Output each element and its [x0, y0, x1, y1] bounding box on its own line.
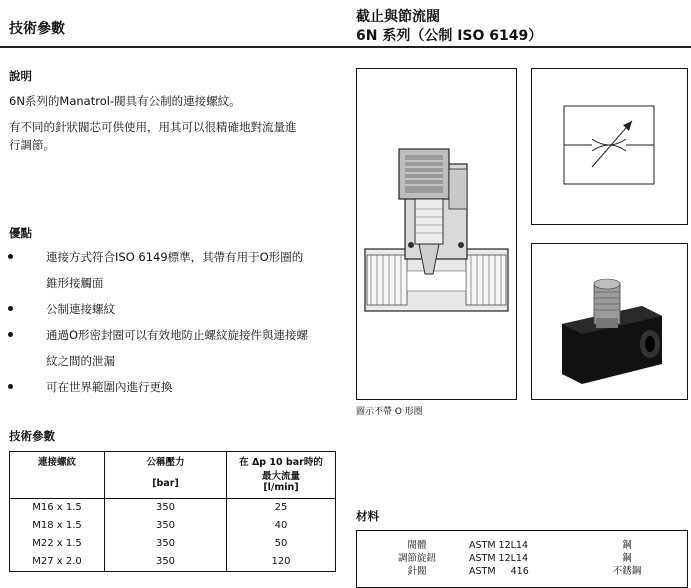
valve-cross-section-drawing	[357, 69, 516, 399]
list-item-continuation: 紋之間的泄漏	[46, 354, 115, 368]
product-title: 截止與節流閥	[356, 9, 440, 25]
description-heading: 說明	[9, 69, 32, 83]
column-header-flow: 在 Δp 10 bar時的 最大流量 [l/min]	[227, 452, 336, 499]
bullet-icon	[8, 306, 13, 311]
table-row: 閥體 ASTM 12L14 鋼	[407, 540, 632, 551]
throttle-valve-symbol	[532, 69, 687, 224]
materials-table	[356, 530, 688, 588]
table-row: 調節旋鈕 ASTM 12L14 鋼	[397, 553, 632, 564]
column-header-pressure: 公稱壓力 [bar]	[105, 452, 227, 499]
product-photo	[531, 243, 688, 400]
materials-heading: 材料	[356, 509, 379, 523]
list-item: 通過O形密封圈可以有效地防止螺紋旋接件與連接螺	[8, 322, 348, 348]
table-row: M16 x 1.5 350 25	[10, 499, 336, 518]
hydraulic-symbol-figure	[531, 68, 688, 225]
valve-photo-illustration	[532, 244, 687, 399]
figure-caption: 圖示不帶 O 形圈	[356, 407, 423, 417]
header-divider	[0, 46, 691, 48]
table-row: M22 x 1.5 350 50	[10, 535, 336, 553]
column-header-thread: 連接螺紋	[10, 452, 105, 499]
bullet-icon	[8, 254, 13, 259]
product-subtitle: 6N 系列（公制 ISO 6149）	[356, 28, 543, 44]
description-paragraph-2-line-1: 有不同的針狀閥芯可供使用，用其可以很精確地對流量進	[9, 120, 297, 134]
cross-section-figure	[356, 68, 517, 400]
list-item: 公制連接螺紋	[8, 296, 348, 322]
advantages-heading: 優點	[9, 226, 32, 240]
bullet-icon	[8, 332, 13, 337]
table-row: M27 x 2.0 350 120	[10, 553, 336, 572]
table-row: 針閥 ASTM 416 不銹鋼	[407, 566, 642, 577]
bullet-icon	[8, 384, 13, 389]
table-row: M18 x 1.5 350 40	[10, 517, 336, 535]
description-paragraph-1: 6N系列的Manatrol-閥具有公制的連接螺紋。	[9, 94, 241, 108]
tech-params-table	[9, 451, 336, 572]
tech-params-heading: 技術參數	[9, 429, 55, 443]
list-item-continuation: 錐形接觸面	[46, 276, 104, 290]
advantages-list	[8, 244, 348, 400]
list-item: 可在世界範圍內進行更換	[8, 374, 348, 400]
page-heading-left: 技術參數	[9, 21, 65, 37]
list-item: 連接方式符合ISO 6149標準，其帶有用于O形圈的	[8, 244, 348, 270]
description-paragraph-2-line-2: 行調節。	[9, 138, 55, 152]
